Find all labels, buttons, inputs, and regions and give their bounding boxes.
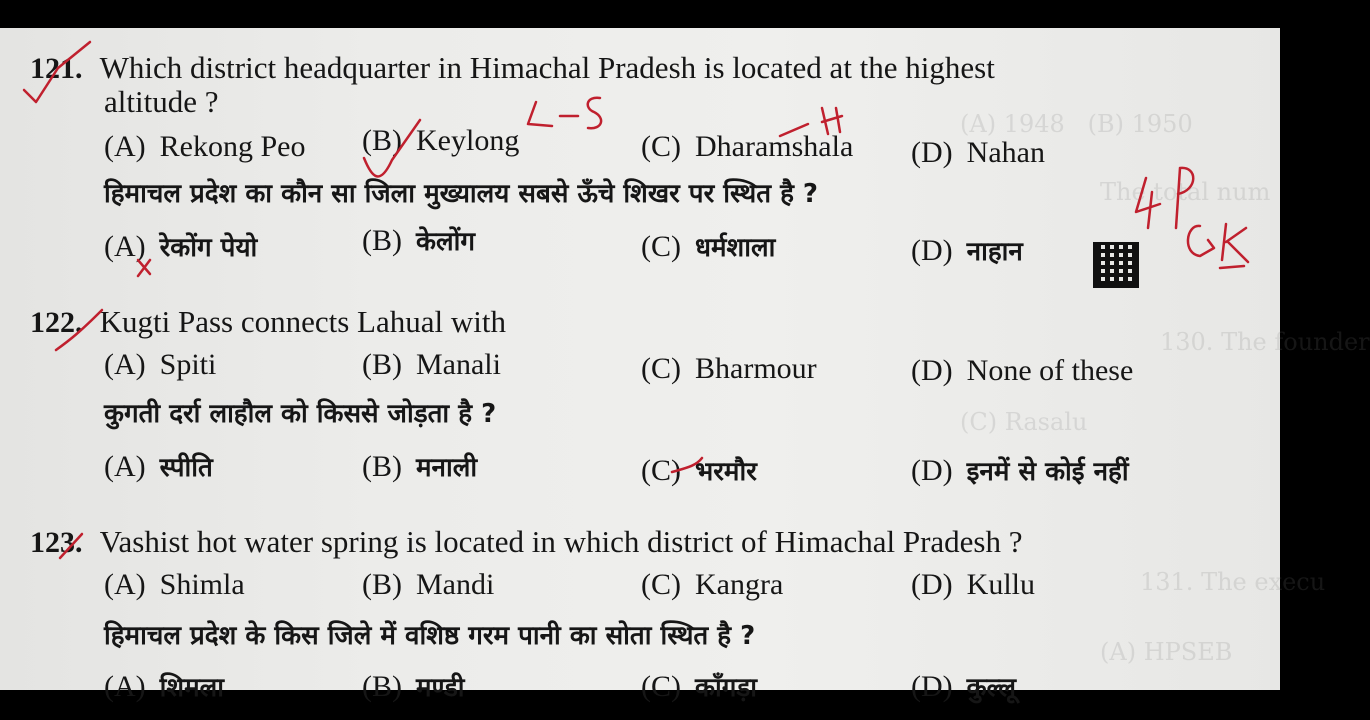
question-hindi: कुगती दर्रा लाहौल को किससे जोड़ता है ? xyxy=(104,399,497,429)
question-english: Vashist hot water spring is located in which district of Himachal Pradesh ? xyxy=(99,524,1023,559)
exam-page xyxy=(0,28,1370,703)
option-b-en: (B) Mandi xyxy=(362,568,495,601)
option-c-hi: (C) काँगड़ा xyxy=(641,670,757,703)
option-d-hi: (D) इनमें से कोई नहीं xyxy=(911,454,1129,487)
question-hindi: हिमाचल प्रदेश के किस जिले में वशिष्ठ गरम पानी का सोता स्थित है ? xyxy=(104,621,756,651)
option-d-en: (D) None of these xyxy=(911,354,1134,387)
bleed-text: The total num xyxy=(1100,178,1271,206)
option-d-en: (D) Kullu xyxy=(911,568,1035,601)
option-a-hi: (A) स्पीति xyxy=(104,450,213,483)
option-c-hi: (C) भरमौर xyxy=(641,454,757,487)
question-number: 121. xyxy=(30,52,83,85)
qr-code-icon xyxy=(1093,242,1139,288)
option-a-en: (A) Spiti xyxy=(104,348,217,381)
option-b-hi: (B) केलोंग xyxy=(362,224,475,257)
option-a-hi: (A) रेकोंग पेयो xyxy=(104,230,258,263)
question-hindi: हिमाचल प्रदेश का कौन सा जिला मुख्यालय सबसे ऊँचे शिखर पर स्थित है ? xyxy=(104,179,819,209)
option-b-hi: (B) मण्डी xyxy=(362,670,465,703)
option-b-en: (B) Keylong xyxy=(362,124,520,157)
question-english: Which district headquarter in Himachal Pradesh is located at the highest xyxy=(99,50,995,85)
question-number: 122. xyxy=(30,306,83,339)
question-english-continued: altitude ? xyxy=(104,84,219,119)
option-c-en: (C) Kangra xyxy=(641,568,784,601)
option-c-hi: (C) धर्मशाला xyxy=(641,230,776,263)
option-d-hi: (D) नाहान xyxy=(911,234,1023,267)
bleed-text: (A) 1948 (B) 1950 xyxy=(960,110,1193,138)
question-121-text xyxy=(30,50,995,86)
question-english: Kugti Pass connects Lahual with xyxy=(99,304,506,339)
option-a-en: (A) Rekong Peo xyxy=(104,130,306,163)
option-a-hi: (A) शिमला xyxy=(104,670,224,703)
question-122-text xyxy=(30,304,506,340)
question-123-text xyxy=(30,524,1023,560)
option-b-en: (B) Manali xyxy=(362,348,501,381)
bleed-text: (C) Rasalu xyxy=(960,408,1088,436)
option-d-hi: (D) कुल्लू xyxy=(911,670,1016,703)
option-c-en: (C) Bharmour xyxy=(641,352,817,385)
bleed-text: 131. The execu xyxy=(1140,568,1326,596)
bleed-text: 130. The founder xyxy=(1160,328,1370,356)
question-number: 123. xyxy=(30,526,83,559)
option-b-hi: (B) मनाली xyxy=(362,450,478,483)
bleed-text: (A) HPSEB xyxy=(1100,638,1233,666)
option-c-en: (C) Dharamshala xyxy=(641,130,854,163)
option-a-en: (A) Shimla xyxy=(104,568,245,601)
option-d-en: (D) Nahan xyxy=(911,136,1045,169)
